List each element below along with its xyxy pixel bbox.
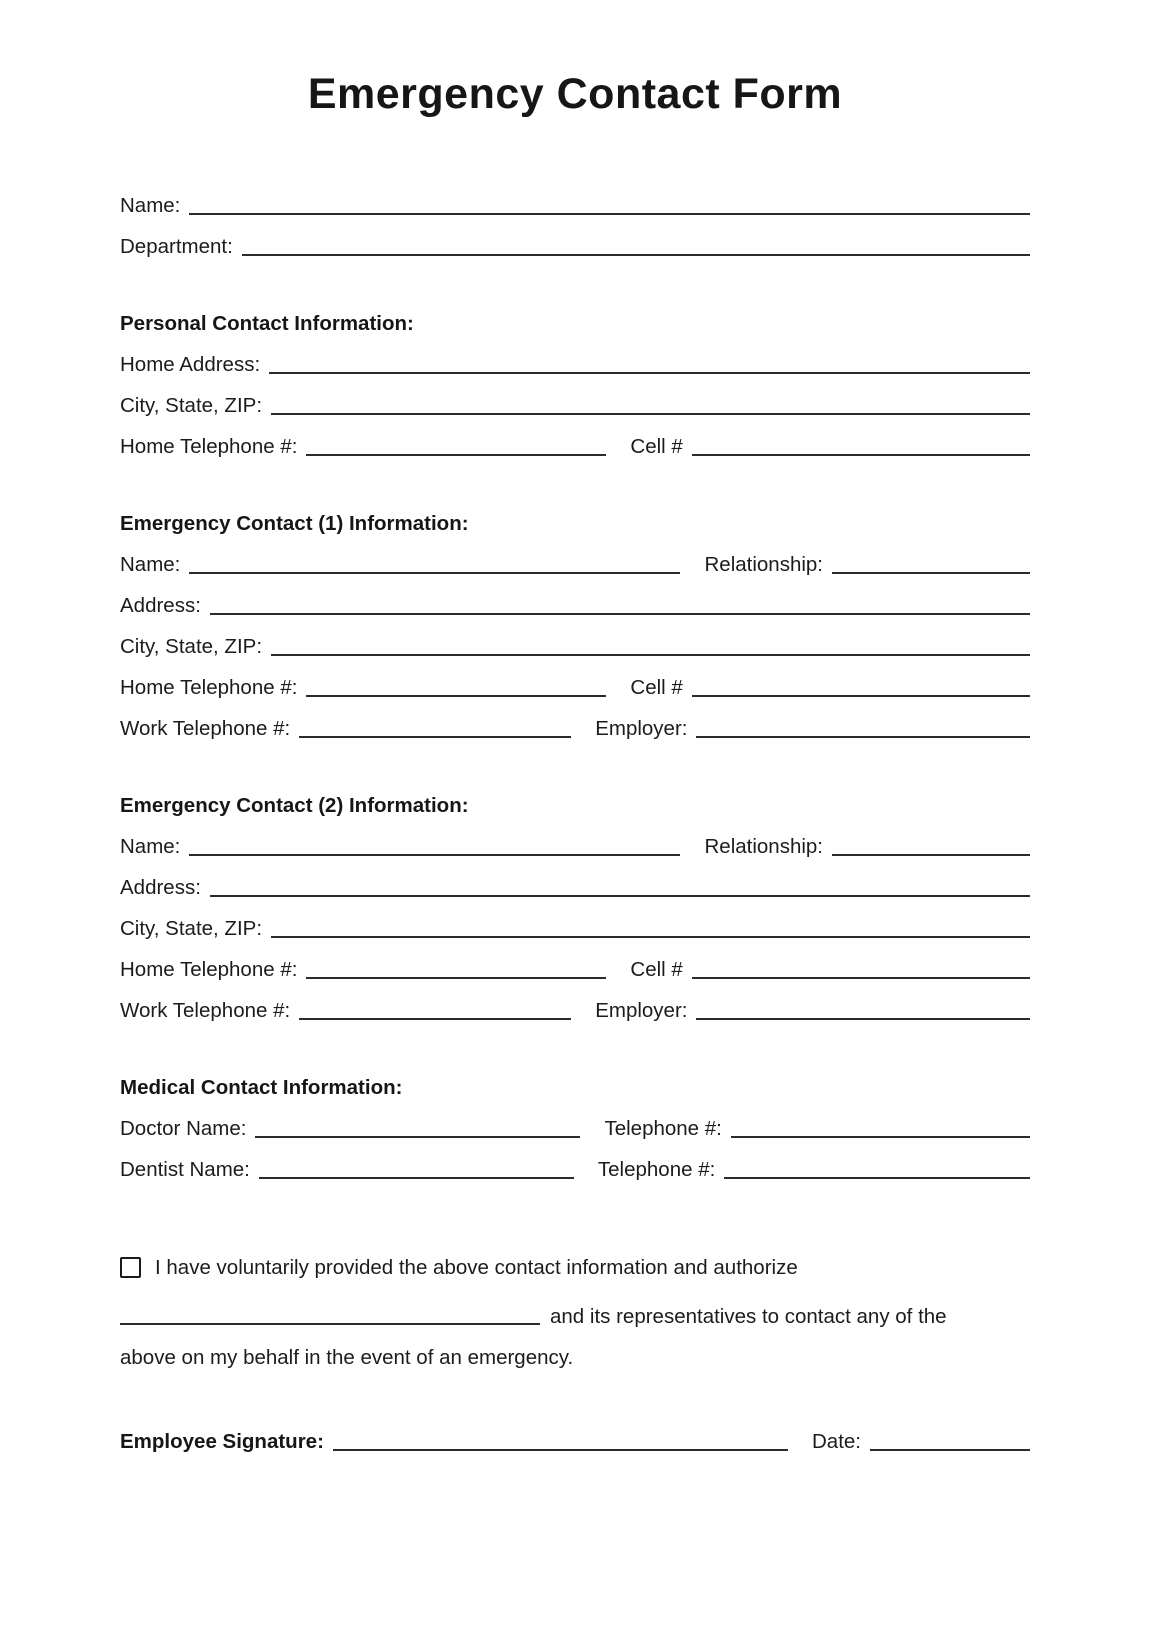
company-name-input-line[interactable]	[120, 1321, 540, 1325]
emergency2-cell-label: Cell #	[630, 958, 683, 982]
personal-phones-row	[120, 419, 1030, 460]
emergency2-work-phone-label: Work Telephone #:	[120, 999, 291, 1023]
authorization-row-1	[120, 1247, 1030, 1288]
dentist-phone-label: Telephone #:	[597, 1158, 716, 1182]
emergency1-address-row	[120, 578, 1030, 619]
emergency2-home-phone-label: Home Telephone #:	[120, 958, 298, 982]
employee-signature-input-line[interactable]	[333, 1447, 788, 1451]
emergency2-address-label: Address:	[120, 876, 201, 900]
authorization-text-line3: above on my behalf in the event of an emergency.	[120, 1346, 574, 1369]
emergency2-city-state-zip-label: City, State, ZIP:	[120, 917, 263, 941]
emergency1-address-label: Address:	[120, 594, 201, 618]
emergency1-address-input-line[interactable]	[210, 611, 1030, 615]
signature-row	[120, 1414, 1030, 1455]
emergency1-cell-label: Cell #	[630, 676, 683, 700]
emergency1-name-input-line[interactable]	[189, 570, 680, 574]
medical-section-heading: Medical Contact Information:	[120, 1076, 403, 1100]
doctor-name-input-line[interactable]	[255, 1134, 580, 1138]
authorization-text-line1: I have voluntarily provided the above contact information and authorize	[155, 1255, 798, 1279]
emergency1-section-heading: Emergency Contact (1) Information:	[120, 512, 469, 536]
department-row	[120, 219, 1030, 260]
department-label: Department:	[120, 235, 233, 259]
emergency1-employer-label: Employer:	[595, 717, 688, 741]
emergency1-name-label: Name:	[120, 553, 181, 577]
emergency1-relationship-label: Relationship:	[704, 553, 823, 577]
emergency1-phones-row	[120, 660, 1030, 701]
personal-city-state-zip-row	[120, 378, 1030, 419]
emergency1-relationship-input-line[interactable]	[832, 570, 1030, 574]
doctor-phone-input-line[interactable]	[731, 1134, 1030, 1138]
authorization-text-line2: and its representatives to contact any of the	[550, 1305, 947, 1328]
employee-name-row	[120, 178, 1030, 219]
emergency1-work-phone-label: Work Telephone #:	[120, 717, 291, 741]
personal-cell-label: Cell #	[630, 435, 683, 459]
emergency1-home-phone-input-line[interactable]	[306, 693, 606, 697]
authorization-checkbox[interactable]	[120, 1257, 141, 1278]
employee-name-input-line[interactable]	[189, 211, 1030, 215]
home-address-row	[120, 337, 1030, 378]
emergency2-home-phone-input-line[interactable]	[306, 975, 606, 979]
emergency2-address-row	[120, 860, 1030, 901]
doctor-phone-label: Telephone #:	[604, 1117, 722, 1141]
emergency2-city-state-zip-row	[120, 901, 1030, 942]
authorization-row-3	[120, 1329, 1030, 1370]
personal-city-state-zip-input-line[interactable]	[271, 411, 1030, 415]
emergency1-work-phone-input-line[interactable]	[299, 734, 571, 738]
home-address-label: Home Address:	[120, 353, 261, 377]
personal-home-phone-label: Home Telephone #:	[120, 435, 298, 459]
emergency1-city-state-zip-row	[120, 619, 1030, 660]
emergency1-home-phone-label: Home Telephone #:	[120, 676, 298, 700]
emergency2-relationship-label: Relationship:	[704, 835, 823, 859]
emergency2-phones-row	[120, 942, 1030, 983]
dentist-name-label: Dentist Name:	[120, 1158, 250, 1182]
emergency1-work-row	[120, 701, 1030, 742]
date-label: Date:	[812, 1430, 861, 1454]
emergency1-name-row	[120, 537, 1030, 578]
emergency2-name-row	[120, 819, 1030, 860]
personal-city-state-zip-label: City, State, ZIP:	[120, 394, 263, 418]
dentist-name-input-line[interactable]	[259, 1175, 574, 1179]
personal-section-heading: Personal Contact Information:	[120, 312, 414, 336]
emergency2-employer-input-line[interactable]	[696, 1016, 1030, 1020]
doctor-name-label: Doctor Name:	[120, 1117, 247, 1141]
emergency1-employer-input-line[interactable]	[696, 734, 1030, 738]
personal-home-phone-input-line[interactable]	[306, 452, 606, 456]
emergency2-work-phone-input-line[interactable]	[299, 1016, 571, 1020]
date-input-line[interactable]	[870, 1447, 1030, 1451]
emergency1-cell-input-line[interactable]	[692, 693, 1030, 697]
emergency2-relationship-input-line[interactable]	[832, 852, 1030, 856]
emergency2-address-input-line[interactable]	[210, 893, 1030, 897]
department-input-line[interactable]	[242, 252, 1030, 256]
emergency2-section-heading: Emergency Contact (2) Information:	[120, 794, 469, 818]
page-title: Emergency Contact Form	[307, 70, 843, 118]
authorization-block	[120, 1247, 1030, 1370]
emergency1-city-state-zip-input-line[interactable]	[271, 652, 1030, 656]
emergency2-cell-input-line[interactable]	[692, 975, 1030, 979]
employee-signature-label: Employee Signature:	[120, 1430, 324, 1454]
personal-cell-input-line[interactable]	[692, 452, 1030, 456]
doctor-row	[120, 1101, 1030, 1142]
emergency2-name-input-line[interactable]	[189, 852, 680, 856]
emergency2-work-row	[120, 983, 1030, 1024]
emergency2-city-state-zip-input-line[interactable]	[271, 934, 1030, 938]
authorization-row-2	[120, 1288, 1030, 1329]
emergency2-employer-label: Employer:	[595, 999, 688, 1023]
emergency1-city-state-zip-label: City, State, ZIP:	[120, 635, 263, 659]
dentist-phone-input-line[interactable]	[724, 1175, 1030, 1179]
emergency2-name-label: Name:	[120, 835, 181, 859]
home-address-input-line[interactable]	[269, 370, 1030, 374]
dentist-row	[120, 1142, 1030, 1183]
employee-name-label: Name:	[120, 194, 181, 218]
